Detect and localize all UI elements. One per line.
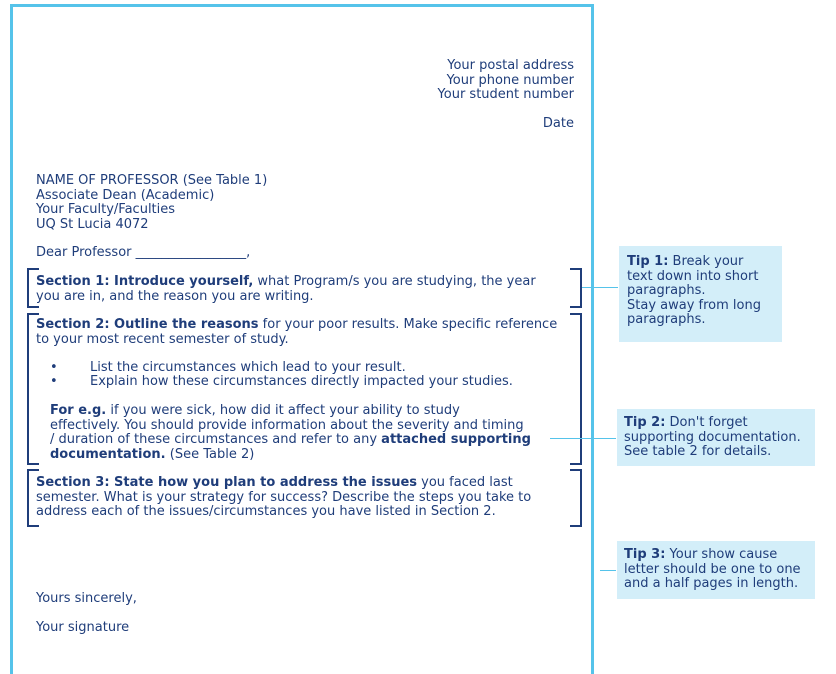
tip3-connector bbox=[600, 570, 616, 571]
section3-bracket-right bbox=[570, 469, 582, 527]
closing-sincerely: Yours sincerely, bbox=[36, 591, 137, 606]
closing-signature: Your signature bbox=[36, 620, 130, 635]
tip-3 bbox=[617, 541, 815, 599]
tip3-line: and a half pages in length. bbox=[624, 576, 799, 591]
eg-line1: if you were sick, how did it affect your ability to study bbox=[106, 403, 460, 418]
section1-line2: you are in, and the reason you are writing. bbox=[36, 288, 314, 304]
section3-heading: Section 3: State how you plan to address the issues bbox=[36, 475, 418, 490]
section1-heading: Section 1: Introduce yourself, bbox=[36, 274, 254, 289]
recipient-location: UQ St Lucia 4072 bbox=[36, 216, 149, 232]
section1-line1: what Program/s you are studying, the year bbox=[253, 274, 536, 289]
tip1-connector bbox=[582, 287, 618, 288]
section2-line1: for your poor results. Make specific reference bbox=[258, 317, 558, 332]
eg-line4: (See Table 2) bbox=[165, 446, 255, 462]
tip3-line: Your show cause bbox=[665, 547, 778, 562]
recipient-name: NAME OF PROFESSOR (See Table 1) bbox=[36, 173, 268, 188]
tip2-line: See table 2 for details. bbox=[624, 444, 772, 459]
tip1-line: paragraphs. bbox=[627, 283, 706, 298]
section1 bbox=[36, 275, 536, 304]
section2-heading: Section 2: Outline the reasons bbox=[36, 317, 259, 332]
eg-line4-bold: documentation. bbox=[50, 446, 166, 462]
eg-label: For e.g. bbox=[50, 403, 107, 418]
tip-2 bbox=[617, 409, 815, 466]
section3-line3: address each of the issues/circumstances you have listed in Section 2. bbox=[36, 504, 496, 519]
section2-bracket-right bbox=[570, 313, 582, 465]
tip3-label: Tip 3: bbox=[624, 547, 666, 562]
phone-number: Your phone number bbox=[446, 72, 574, 88]
eg-line3-bold: attached supporting bbox=[381, 432, 531, 447]
section2-bullet-2: Explain how these circumstances directly impacted your studies. bbox=[90, 374, 513, 389]
postal-address: Your postal address bbox=[447, 58, 574, 73]
tip-1 bbox=[619, 246, 782, 342]
tip1-line: text down into short bbox=[627, 268, 759, 284]
date: Date bbox=[542, 115, 574, 131]
tip3-line: letter should be one to one bbox=[624, 561, 801, 577]
tip1-line: paragraphs. bbox=[627, 312, 706, 327]
tip2-line: supporting documentation. bbox=[624, 429, 801, 445]
bullet-dot: • bbox=[50, 360, 58, 375]
tip2-connector bbox=[550, 438, 616, 439]
header-block bbox=[438, 59, 574, 131]
tip1-line: Stay away from long bbox=[627, 297, 761, 313]
tip2-line: Don't forget bbox=[665, 415, 748, 430]
section2-intro bbox=[36, 318, 557, 347]
section1-bracket-right bbox=[570, 268, 582, 308]
section2-line2: to your most recent semester of study. bbox=[36, 331, 289, 347]
recipient-faculty: Your Faculty/Faculties bbox=[36, 202, 176, 217]
recipient-title: Associate Dean (Academic) bbox=[36, 187, 215, 203]
salutation: Dear Professor _________________, bbox=[36, 245, 251, 260]
section3 bbox=[36, 476, 531, 520]
tip2-label: Tip 2: bbox=[624, 415, 666, 430]
section2-example bbox=[50, 404, 531, 462]
student-number: Your student number bbox=[437, 87, 574, 102]
tip1-line: Break your bbox=[668, 254, 744, 269]
recipient-block bbox=[36, 174, 267, 232]
eg-line2: effectively. You should provide information about the severity and timing bbox=[50, 417, 524, 433]
tip1-label: Tip 1: bbox=[627, 254, 669, 269]
eg-line3: / duration of these circumstances and refer to any bbox=[50, 432, 382, 447]
section2-bullet-1: List the circumstances which lead to your result. bbox=[90, 360, 406, 375]
bullet-dot: • bbox=[50, 374, 58, 389]
section3-line1: you faced last bbox=[417, 475, 513, 490]
section3-line2: semester. What is your strategy for success? Describe the steps you take to bbox=[36, 489, 532, 505]
